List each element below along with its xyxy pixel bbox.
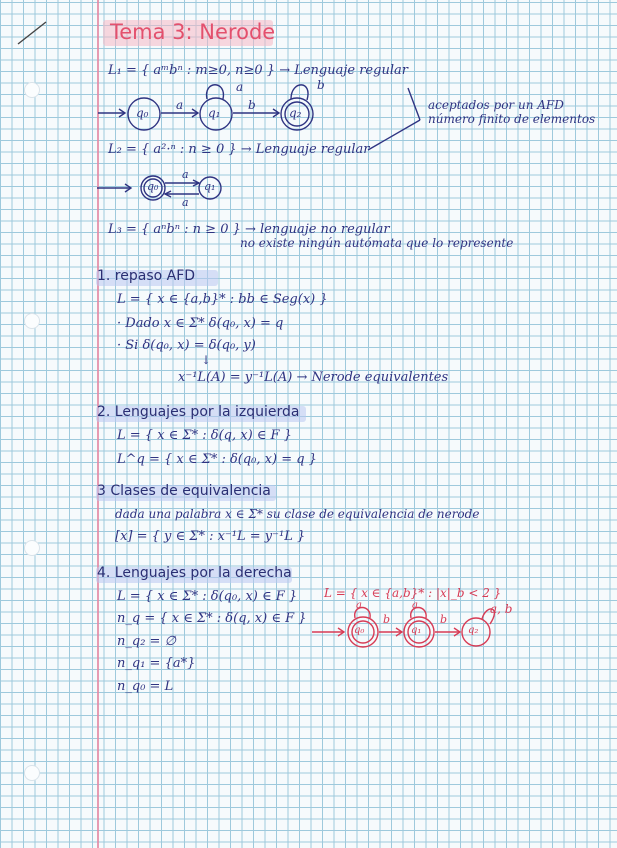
l1-state-label: q₂ — [289, 106, 302, 120]
binder-hole — [24, 540, 40, 556]
l2-state-label: q₀ — [147, 180, 159, 193]
s4-state-label: q₂ — [468, 625, 479, 636]
l1-definition: L₁ = { aᵐbⁿ : m≥0, n≥0 } → Lenguaje regular — [108, 63, 408, 78]
loop-q1 — [207, 85, 224, 99]
section-3-heading: 3 Clases de equivalencia — [97, 483, 271, 499]
s4-line: n_q₀ = L — [117, 679, 174, 694]
l1-loop-label: a — [236, 80, 244, 94]
l2-edge-label: a — [182, 196, 189, 209]
section-4-heading: 4. Lenguajes por la derecha — [97, 565, 292, 581]
s2-line: L^q = { x ∈ Σ* : δ(q₀, x) = q } — [117, 452, 317, 467]
s4-line: n_q = { x ∈ Σ* : δ(q, x) ∈ F } — [117, 611, 307, 626]
s1-line: · Dado x ∈ Σ* δ(q₀, x) = q — [117, 316, 284, 331]
l3-definition: L₃ = { aⁿbⁿ : n ≥ 0 } → lenguaje no regular — [108, 222, 390, 237]
s4-line: n_q₂ = ∅ — [117, 634, 176, 649]
l2-state-label: q₁ — [204, 180, 216, 193]
s4-state-label: q₁ — [411, 625, 422, 636]
s3-line: [x] = { y ∈ Σ* : x⁻¹L = y⁻¹L } — [115, 529, 306, 544]
s4-state-label: q₀ — [354, 625, 365, 636]
s1-line: L = { x ∈ {a,b}* : bb ∈ Seg(x) } — [117, 292, 328, 307]
s4-line: n_q₁ = {a*} — [117, 656, 196, 671]
l1-state-label: q₁ — [208, 106, 221, 120]
corner-mark — [14, 20, 54, 50]
s4-example-definition: L = { x ∈ {a,b}* : |x|_b < 2 } — [324, 586, 502, 600]
side-note-line1: aceptados por un AFD — [428, 98, 564, 112]
s4-edge-label: b — [440, 613, 448, 626]
l2-edge-label: a — [182, 168, 189, 181]
s3-line: dada una palabra x ∈ Σ* su clase de equivalencia de nerode — [115, 507, 480, 521]
s1-line: · Si δ(q₀, x) = δ(q₀, y) — [117, 338, 256, 353]
l1-edge-label: b — [248, 98, 256, 112]
s4-line: L = { x ∈ Σ* : δ(q₀, x) ∈ F } — [117, 589, 298, 604]
section-2-heading: 2. Lenguajes por la izquierda — [97, 404, 300, 420]
s4-loop-label: a — [356, 600, 362, 611]
binder-hole — [24, 765, 40, 781]
l3-note: no existe ningún autómata que lo represente — [240, 236, 514, 250]
page-title: Tema 3: Nerode — [110, 20, 276, 44]
side-note-line2: número finito de elementos — [428, 112, 596, 126]
binder-hole — [24, 82, 40, 98]
section-1-heading: 1. repaso AFD — [97, 268, 196, 284]
l2-definition: L₂ = { a²·ⁿ : n ≥ 0 } → Lenguaje regular — [108, 142, 370, 157]
s4-loop-label: a — [412, 600, 418, 611]
bracket-line — [360, 80, 430, 160]
s1-line: x⁻¹L(A) = y⁻¹L(A) → Nerode equivalentes — [178, 370, 449, 385]
s1-arrow: ↓ — [201, 353, 212, 367]
l1-loop-label: b — [317, 78, 325, 92]
s4-edge-label: b — [383, 613, 391, 626]
binder-hole — [24, 313, 40, 329]
l1-edge-label: a — [176, 98, 184, 112]
l1-state-label: q₀ — [136, 106, 149, 120]
s4-loop-label: a, b — [490, 602, 513, 616]
s2-line: L = { x ∈ Σ* : δ(q, x) ∈ F } — [117, 428, 292, 443]
